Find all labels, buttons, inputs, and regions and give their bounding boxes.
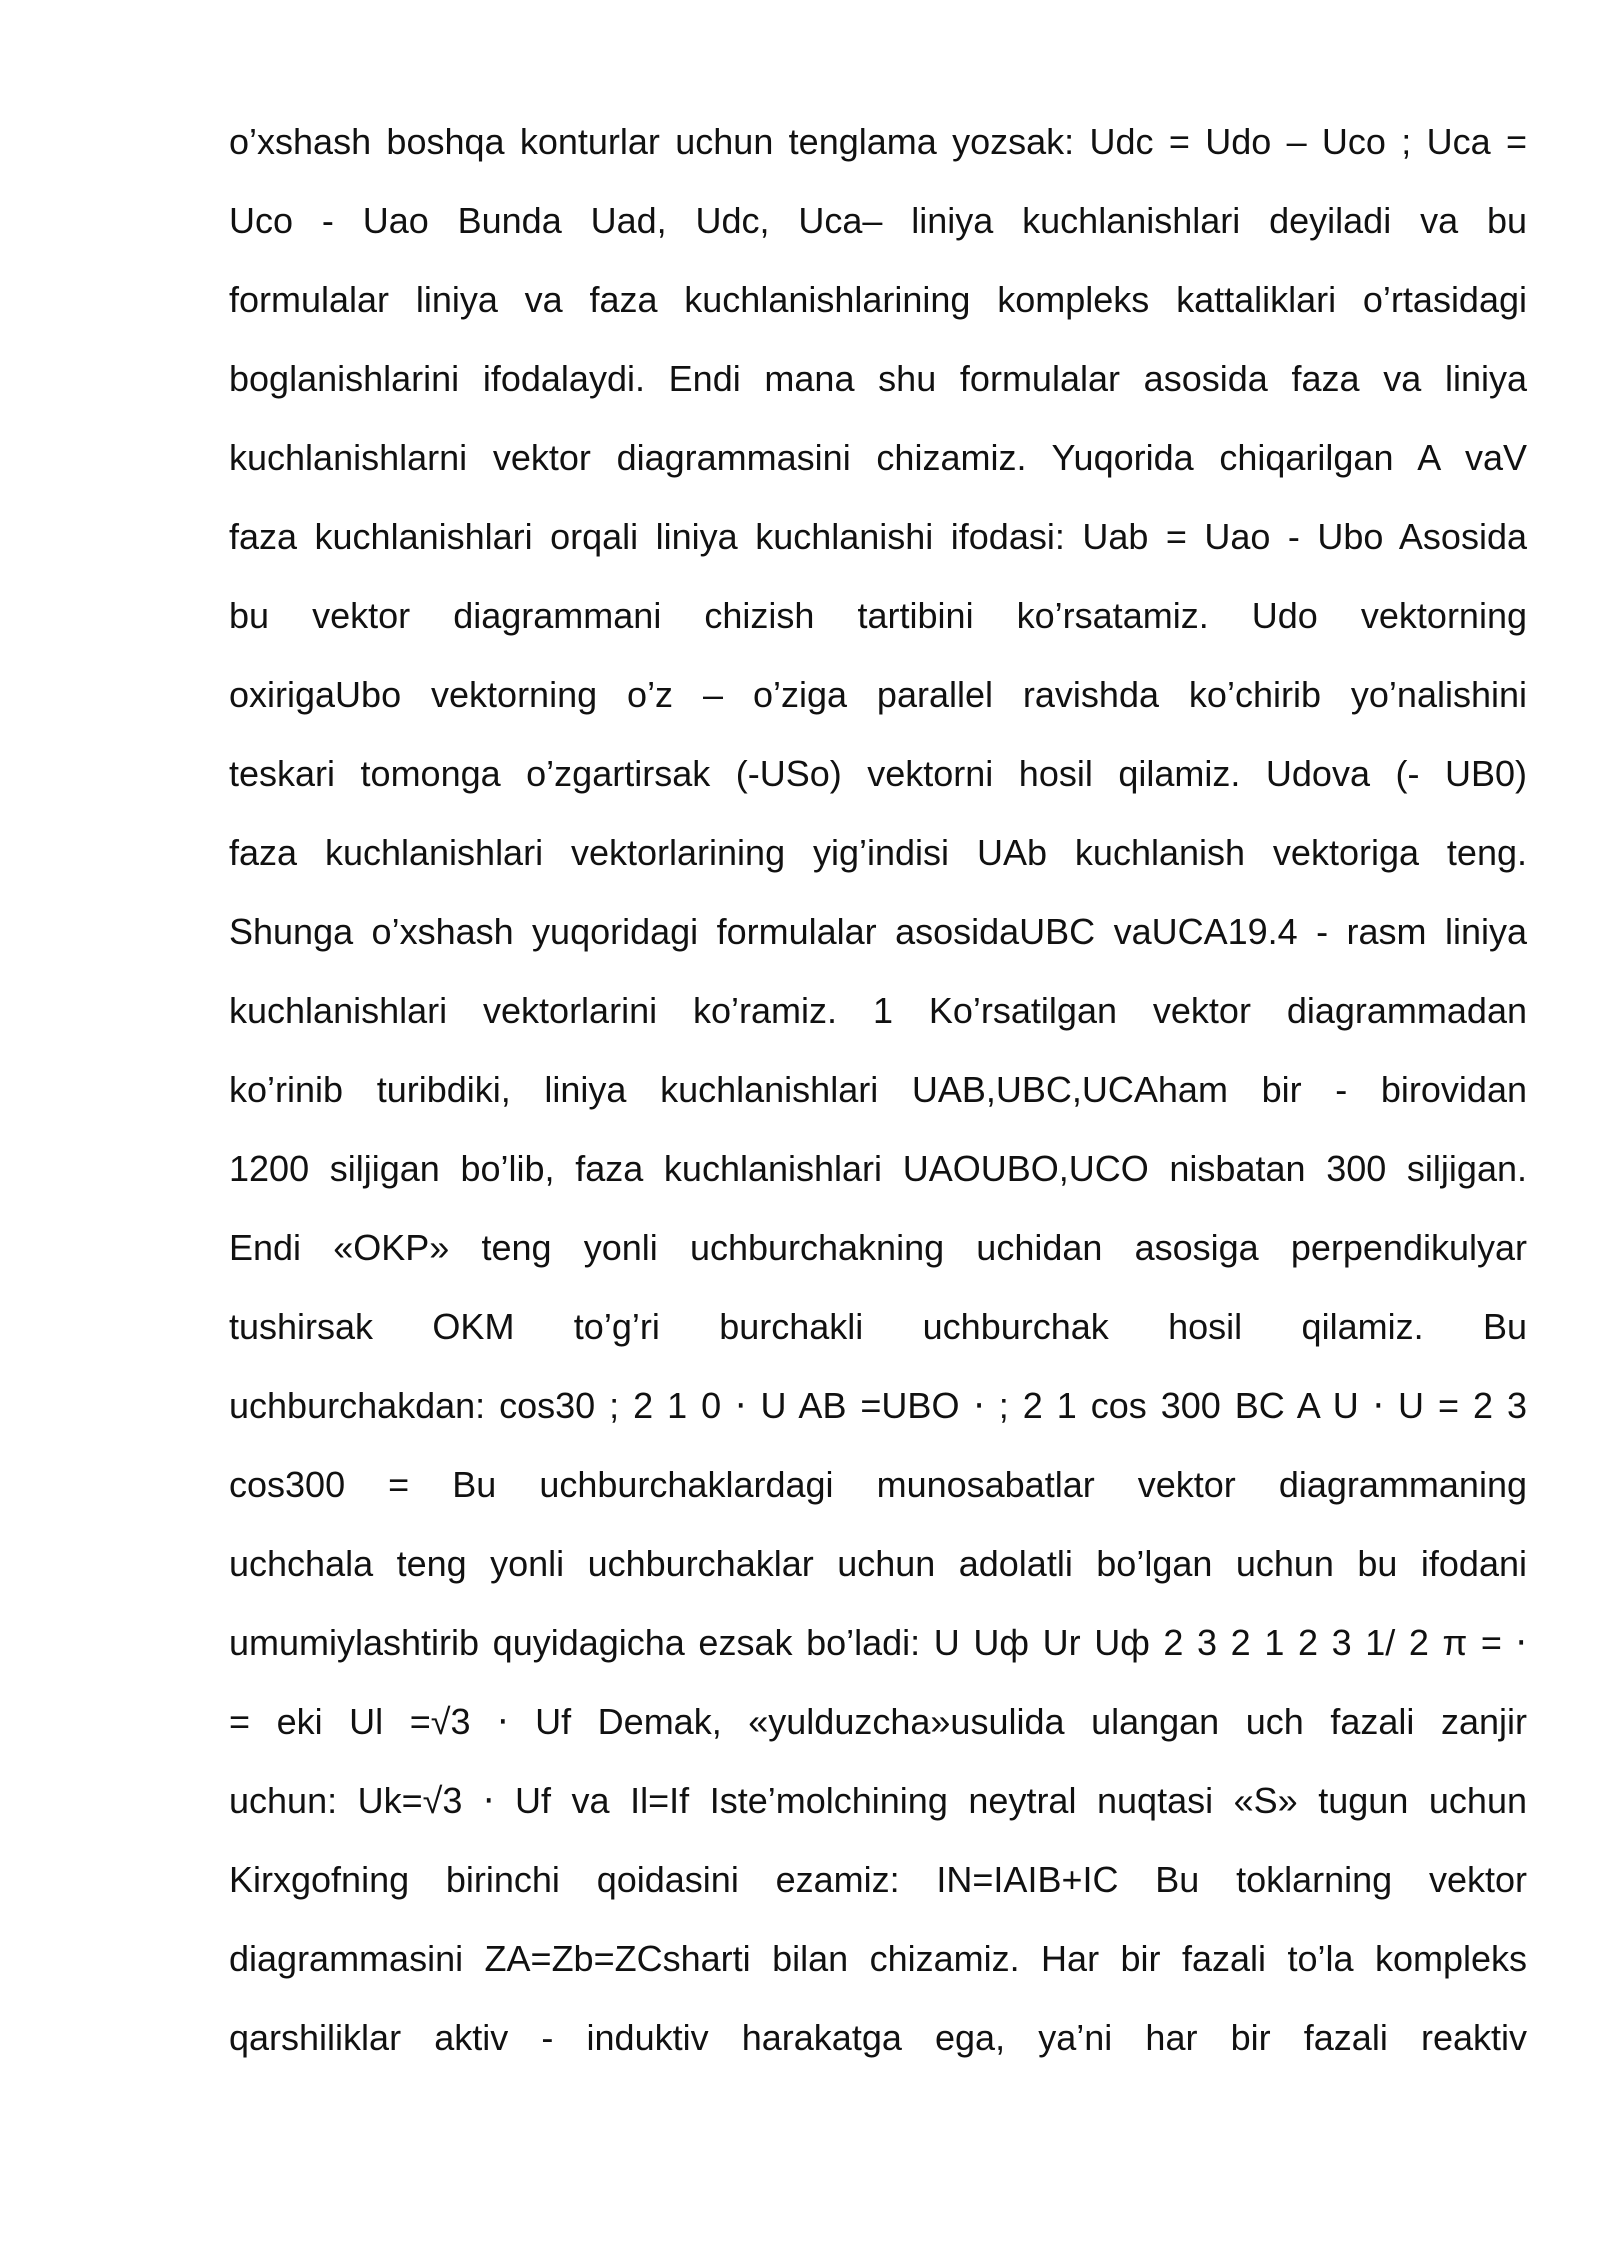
text-line: 1200 siljigan bo’lib, faza kuchlanishlari UAOUBO,UCO nisbatan 300 siljigan. — [229, 1148, 1527, 1189]
text-line: cos300 = Bu uchburchaklardagi munosabatlar vektor diagrammaning — [229, 1464, 1527, 1505]
text-line: Kirxgofning birinchi qoidasini ezamiz: IN=IAIB+IC Bu toklarning vektor — [229, 1859, 1527, 1900]
text-line: formulalar liniya va faza kuchlanishlarining kompleks kattaliklari o’rtasidagi — [229, 279, 1527, 320]
text-line: = eki Ul =√3 ⋅ Uf Demak, «yulduzcha»usulida ulangan uch fazali zanjir — [229, 1701, 1527, 1742]
text-line: uchburchakdan: cos30 ; 2 1 0 ⋅ U AB =UBO ⋅ ; 2 1 cos 300 BC A U ⋅ U = 2 3 — [229, 1385, 1527, 1426]
text-line: kuchlanishlarni vektor diagrammasini chizamiz. Yuqorida chiqarilgan A vaV — [229, 437, 1527, 478]
text-line: uchun: Uk=√3 ⋅ Uf va Il=If Iste’molchining neytral nuqtasi «S» tugun uchun — [229, 1780, 1527, 1821]
text-line: ko’rinib turibdiki, liniya kuchlanishlari UAB,UBC,UCAham bir - birovidan — [229, 1069, 1527, 1110]
text-line: umumiylashtirib quyidagicha ezsak bo’ladi: U Uф Ur Uф 2 3 2 1 2 3 1/ 2 π = ⋅ — [229, 1622, 1527, 1663]
body-text — [229, 102, 1527, 2077]
text-line: qarshiliklar aktiv - induktiv harakatga ega, ya’ni har bir fazali reaktiv — [229, 2017, 1527, 2058]
text-line: faza kuchlanishlari vektorlarining yig’indisi UAb kuchlanish vektoriga teng. — [229, 832, 1527, 873]
text-line: kuchlanishlari vektorlarini ko’ramiz. 1 Ko’rsatilgan vektor diagrammadan — [229, 990, 1527, 1031]
text-line: faza kuchlanishlari orqali liniya kuchlanishi ifodasi: Uab = Uao - Ubo Asosida — [229, 516, 1527, 557]
text-line: diagrammasini ZA=Zb=ZCsharti bilan chizamiz. Har bir fazali to’la kompleks — [229, 1938, 1527, 1979]
text-line: boglanishlarini ifodalaydi. Endi mana shu formulalar asosida faza va liniya — [229, 358, 1527, 399]
text-line: tushirsak OKM to’g’ri burchakli uchburchak hosil qilamiz. Bu — [229, 1306, 1527, 1347]
text-line: Uco - Uao Bunda Uad, Udc, Uca– liniya kuchlanishlari deyiladi va bu — [229, 200, 1527, 241]
text-line: oxirigaUbo vektorning o’z – o’ziga parallel ravishda ko’chirib yo’nalishini — [229, 674, 1527, 715]
text-line: Endi «OKP» teng yonli uchburchakning uchidan asosiga perpendikulyar — [229, 1227, 1527, 1268]
text-line: uchchala teng yonli uchburchaklar uchun adolatli bo’lgan uchun bu ifodani — [229, 1543, 1527, 1584]
text-line: o’xshash boshqa konturlar uchun tenglama yozsak: Udc = Udo – Uco ; Uca = — [229, 121, 1527, 162]
text-line: bu vektor diagrammani chizish tartibini ko’rsatamiz. Udo vektorning — [229, 595, 1527, 636]
text-line: teskari tomonga o’zgartirsak (-USo) vektorni hosil qilamiz. Udova (- UB0) — [229, 753, 1527, 794]
text-line: Shunga o’xshash yuqoridagi formulalar asosidaUBC vaUCA19.4 - rasm liniya — [229, 911, 1527, 952]
